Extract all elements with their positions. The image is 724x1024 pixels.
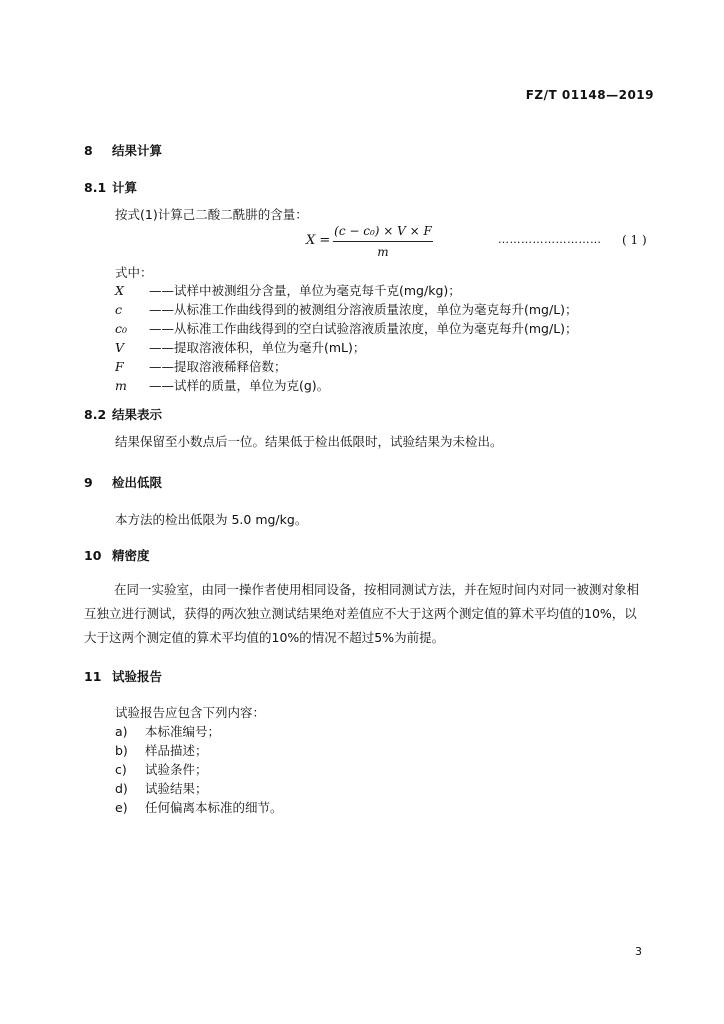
- standard-code: FZ/T 01148—2019: [525, 88, 654, 102]
- section-11-heading: [84, 667, 162, 685]
- list-item-text: 试验条件；: [145, 762, 208, 777]
- variable-symbol: F: [115, 359, 124, 374]
- section-10-paragraph: [84, 578, 644, 650]
- section-8-2-text: 结果保留至小数点后一位。结果低于检出低限时，试验结果为未检出。: [115, 434, 503, 449]
- section-8-1-heading: [84, 178, 137, 196]
- formula-lhs: X =: [306, 233, 331, 248]
- section-8-heading: [84, 141, 162, 159]
- section-title: 结果计算: [112, 143, 163, 158]
- variable-description: ——从标准工作曲线得到的空白试验溶液质量浓度，单位为毫克每升(mg/L)；: [149, 321, 578, 336]
- formula-leader-dots: ………………………: [498, 233, 602, 246]
- section-number: 9: [84, 475, 93, 490]
- variable-symbol: c₀: [115, 321, 128, 336]
- section-title: 精密度: [112, 548, 150, 563]
- formula-denominator: m: [377, 245, 389, 259]
- list-item-text: 样品描述；: [145, 743, 208, 758]
- formula-number: ( 1 ): [622, 233, 647, 247]
- list-item-text: 任何偏离本标准的细节。: [145, 800, 283, 815]
- list-item-label: d): [115, 781, 128, 796]
- list-item-label: e): [115, 800, 128, 815]
- variable-symbol: X: [115, 283, 124, 298]
- section-number: 8.2: [84, 407, 107, 422]
- variable-description: ——提取溶液稀释倍数；: [149, 359, 287, 374]
- list-item-text: 本标准编号；: [145, 724, 221, 739]
- section-10-heading: [84, 546, 150, 564]
- formula-intro: 按式(1)计算己二酸二酰肼的含量：: [115, 207, 308, 222]
- variable-symbol: c: [115, 302, 123, 317]
- section-9-text: 本方法的检出低限为 5.0 mg/kg。: [115, 512, 308, 527]
- variable-description: ——试样的质量，单位为克(g)。: [149, 378, 330, 393]
- fraction-bar: [333, 241, 433, 242]
- section-9-heading: [84, 473, 162, 491]
- variable-definition: [115, 338, 365, 356]
- variable-description: ——试样中被测组分含量，单位为毫克每千克(mg/kg)；: [149, 283, 461, 298]
- list-item-label: b): [115, 743, 128, 758]
- variable-definition: [115, 281, 461, 299]
- where-label: 式中：: [115, 265, 153, 280]
- variable-definition: [115, 300, 578, 318]
- formula-fraction: [333, 224, 433, 259]
- variable-description: ——从标准工作曲线得到的被测组分溶液质量浓度，单位为毫克每升(mg/L)；: [149, 302, 578, 317]
- section-title: 计算: [112, 180, 138, 195]
- formula-numerator: (c − c₀) × V × F: [334, 224, 432, 238]
- section-number: 8.1: [84, 180, 107, 195]
- variable-definition: [115, 376, 329, 394]
- section-number: 11: [84, 669, 102, 684]
- section-8-2-heading: [84, 405, 162, 423]
- list-item-label: a): [115, 724, 128, 739]
- variable-symbol: V: [115, 340, 125, 355]
- variable-description: ——提取溶液体积，单位为毫升(mL)；: [149, 340, 366, 355]
- section-title: 检出低限: [112, 475, 163, 490]
- variable-definition: [115, 319, 578, 337]
- list-item: [115, 779, 208, 797]
- section-number: 10: [84, 548, 102, 563]
- list-item: [115, 741, 208, 759]
- section-title: 结果表示: [112, 407, 163, 422]
- page-number: 3: [635, 945, 642, 958]
- variable-definition: [115, 357, 287, 375]
- list-item: [115, 798, 283, 816]
- section-10-text: 在同一实验室，由同一操作者使用相同设备，按相同测试方法，并在短时间内对同一被测对象相互独立进行测试，获得的两次独立测试结果绝对差值应不大于这两个测定值的算术平均值的10%，以大于这两个测定值的算术平均值的10%的情况不超过5%为前提。: [84, 582, 640, 645]
- list-item-label: c): [115, 762, 127, 777]
- section-title: 试验报告: [112, 669, 163, 684]
- section-number: 8: [84, 143, 93, 158]
- report-intro: 试验报告应包含下列内容：: [115, 705, 266, 720]
- list-item: [115, 760, 208, 778]
- list-item-text: 试验结果；: [145, 781, 208, 796]
- list-item: [115, 722, 220, 740]
- variable-symbol: m: [115, 378, 127, 393]
